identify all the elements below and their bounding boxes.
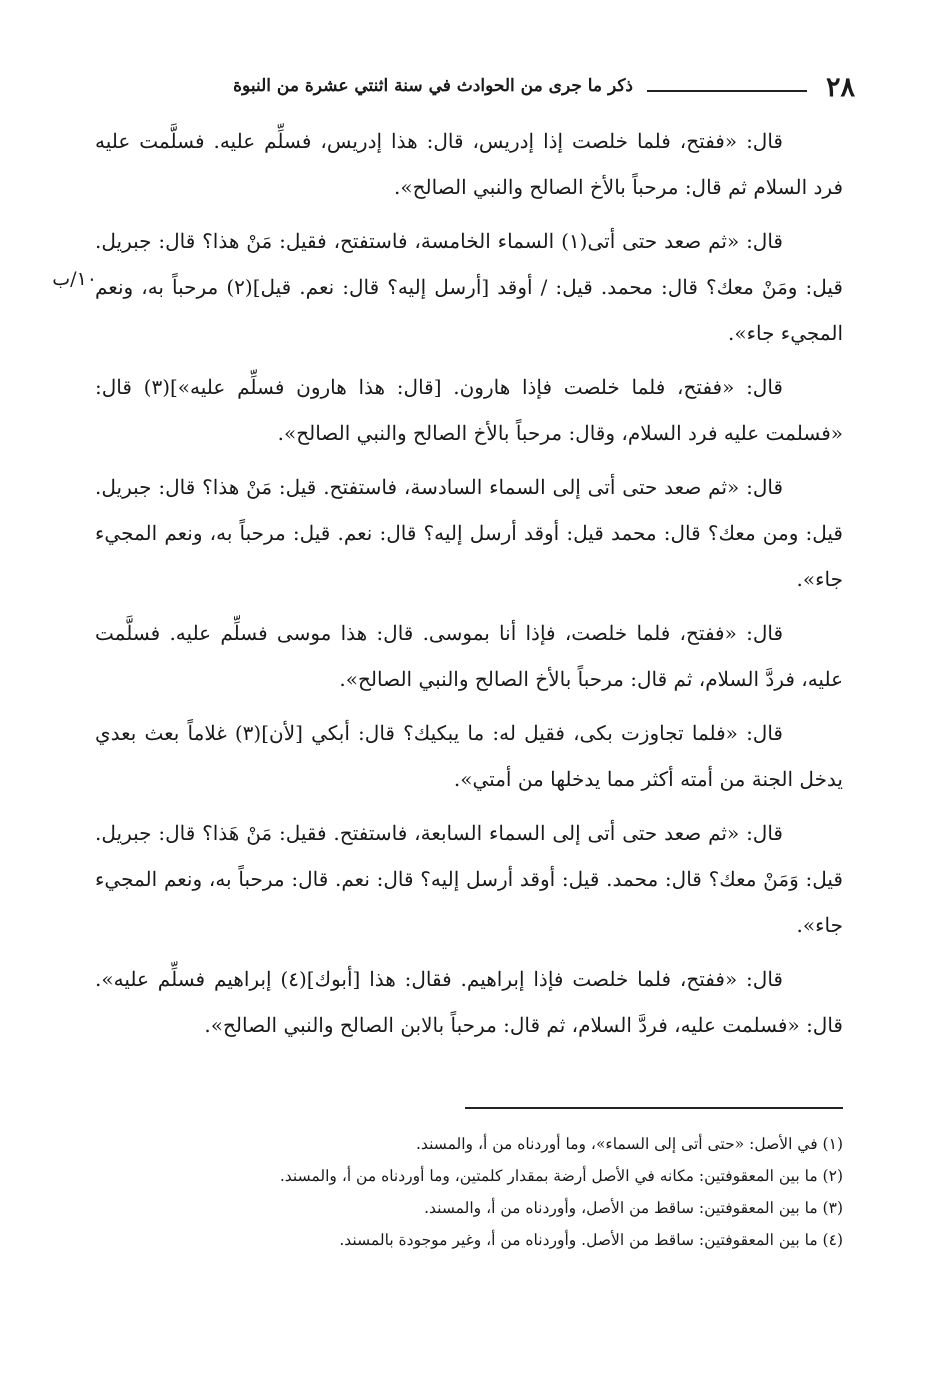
- page-number: ٢٨: [825, 72, 855, 103]
- footnote: (١) في الأصل: «حتى أتى إلى السماء»، وما أوردناه من أ، والمسند.: [416, 1135, 843, 1153]
- paragraph: قال: «ففتح، فلما خلصت فإذا هارون. [قال: هذا هارون فسلِّم عليه»](٣) قال: «فسلمت عليه فرد السلام، وقال: مرحباً بالأخ الصالح والنبي الصالح».: [95, 375, 843, 445]
- paragraph: قال: «فلما تجاوزت بكى، فقيل له: ما يبكيك؟ قال: أبكي [لأن](٣) غلاماً بعث بعدي يدخل الجنة من أمته أكثر مما يدخلها من أمتي».: [95, 721, 843, 791]
- running-title: ذكر ما جرى من الحوادث في سنة اثنتي عشرة من النبوة: [233, 76, 633, 96]
- paragraph: قال: «ففتح، فلما خلصت، فإذا أنا بموسى. قال: هذا موسى فسلِّم عليه. فسلَّمت عليه، فردَّ السلام، ثم قال: مرحباً بالأخ الصالح والنبي الصالح».: [95, 621, 843, 691]
- manuscript-folio-marker: ١٠/ب: [52, 268, 97, 290]
- paragraph: قال: «ثم صعد حتى أتى إلى السماء السابعة، فاستفتح. فقيل: مَنْ هَذا؟ قال: جبريل. قيل: وَمَنْ معك؟ قال: محمد. قيل: أوقد أرسل إليه؟ قال: نعم. قال: مرحباً به، ونعم المجيء جاء».: [95, 821, 843, 937]
- footnote: (٣) ما بين المعقوفتين: ساقط من الأصل، وأوردناه من أ، والمسند.: [424, 1199, 843, 1217]
- page-header: [95, 70, 855, 110]
- paragraph: قال: «ففتح، فلما خلصت إذا إدريس، قال: هذا إدريس، فسلِّم عليه. فسلَّمت عليه فرد السلام ثم قال: مرحباً بالأخ الصالح والنبي الصالح».: [95, 129, 843, 199]
- paragraph: قال: «ثم صعد حتى أتى(١) السماء الخامسة، فاستفتح، فقيل: مَنْ هذا؟ قال: جبريل. قيل: ومَنْ معك؟ قال: محمد. قيل: / أوقد [أرسل إليه؟ قال: نعم. قيل](٢) مرحباً به، ونعم المجيء جاء».: [95, 229, 843, 345]
- footnote: (٢) ما بين المعقوفتين: مكانه في الأصل أرضة بمقدار كلمتين، وما أوردناه من أ، والمسند.: [279, 1167, 843, 1185]
- paragraph: قال: «ثم صعد حتى أتى إلى السماء السادسة، فاستفتح. قيل: مَنْ هذا؟ قال: جبريل. قيل: ومن معك؟ قال: محمد قيل: أوقد أرسل إليه؟ قال: نعم. قيل: مرحباً به، ونعم المجيء جاء».: [95, 475, 843, 591]
- header-rule: [647, 90, 807, 92]
- footnotes: [95, 1128, 843, 1256]
- footnote: (٤) ما بين المعقوفتين: ساقط من الأصل. وأوردناه من أ، وغير موجودة بالمسند.: [339, 1231, 843, 1249]
- paragraph: قال: «ففتح، فلما خلصت فإذا إبراهيم. فقال: هذا [أبوك](٤) إبراهيم فسلِّم عليه». قال: «فسلمت عليه، فردَّ السلام، ثم قال: مرحباً بالابن الصالح والنبي الصالح».: [95, 967, 843, 1037]
- main-text: [95, 118, 843, 1056]
- footnote-separator: [465, 1107, 843, 1109]
